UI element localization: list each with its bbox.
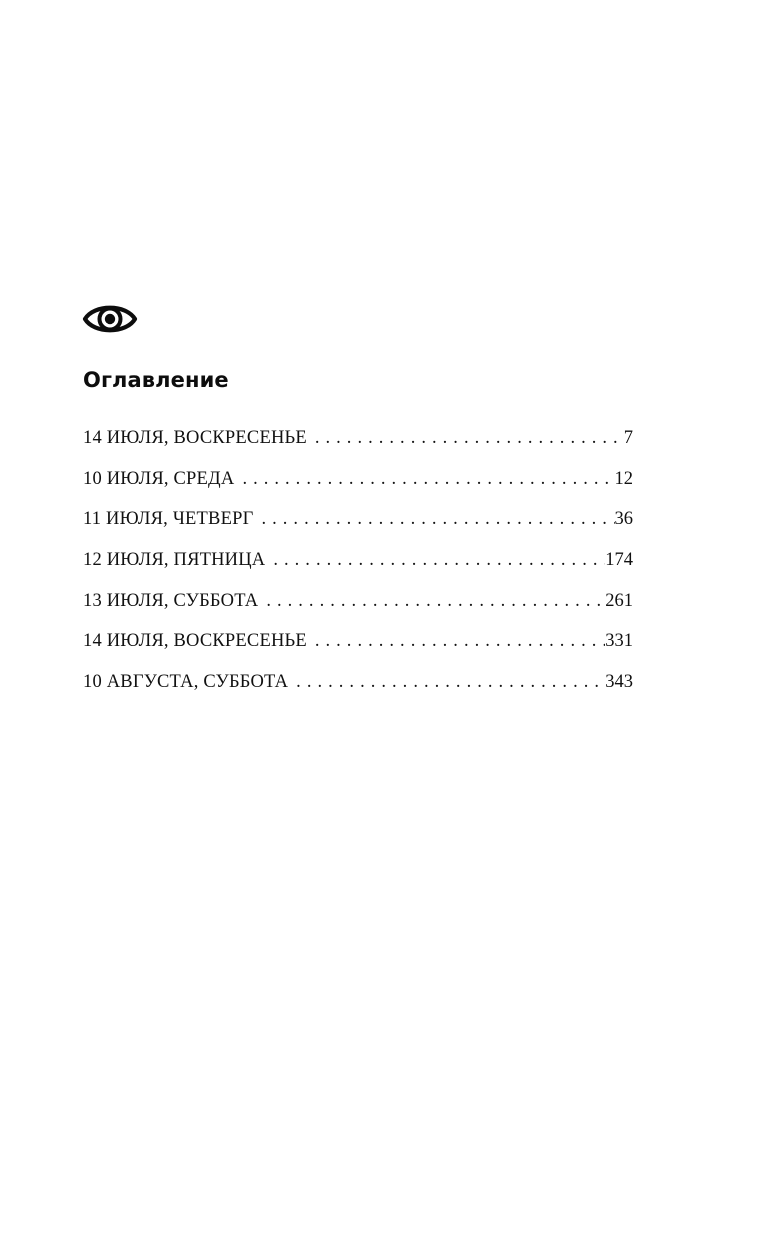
toc-entry[interactable]	[83, 424, 633, 465]
toc-entry-page: 343	[605, 672, 633, 693]
toc-entry-title: 11 ИЮЛЯ, ЧЕТВЕРГ	[83, 509, 254, 530]
toc-entry[interactable]	[83, 587, 633, 628]
toc-entry[interactable]	[83, 668, 633, 709]
toc-entry-page: 36	[614, 509, 633, 530]
toc-entry[interactable]	[83, 546, 633, 587]
toc-dot-leader	[258, 587, 605, 615]
toc-entry-page: 331	[605, 631, 633, 652]
toc-entry[interactable]	[83, 505, 633, 546]
toc-entry-title: 14 ИЮЛЯ, ВОСКРЕСЕНЬЕ	[83, 428, 307, 448]
toc-dot-leader	[253, 505, 614, 533]
toc-entry[interactable]	[83, 465, 633, 506]
toc-entry-page: 261	[605, 590, 633, 611]
toc-entry-page: 12	[614, 468, 633, 489]
toc-entry-title: 10 ИЮЛЯ, СРЕДА	[83, 468, 235, 489]
toc-dot-leader	[234, 465, 614, 493]
toc-entry-title: 12 ИЮЛЯ, ПЯТНИЦА	[83, 550, 266, 571]
toc-entry-title: 10 АВГУСТА, СУББОТА	[83, 672, 289, 693]
toc-entry[interactable]	[83, 627, 633, 668]
toc-entry-title: 13 ИЮЛЯ, СУББОТА	[83, 590, 259, 611]
table-of-contents	[83, 424, 633, 709]
toc-dot-leader	[307, 627, 605, 655]
toc-dot-leader	[307, 424, 624, 452]
toc-dot-leader	[265, 546, 605, 574]
toc-entry-page: 174	[605, 550, 633, 571]
toc-dot-leader	[288, 668, 605, 696]
page-title: Оглавление	[83, 368, 229, 392]
toc-entry-page: 7	[623, 428, 633, 448]
eye-icon	[82, 298, 138, 340]
toc-entry-title: 14 ИЮЛЯ, ВОСКРЕСЕНЬЕ	[83, 631, 307, 652]
